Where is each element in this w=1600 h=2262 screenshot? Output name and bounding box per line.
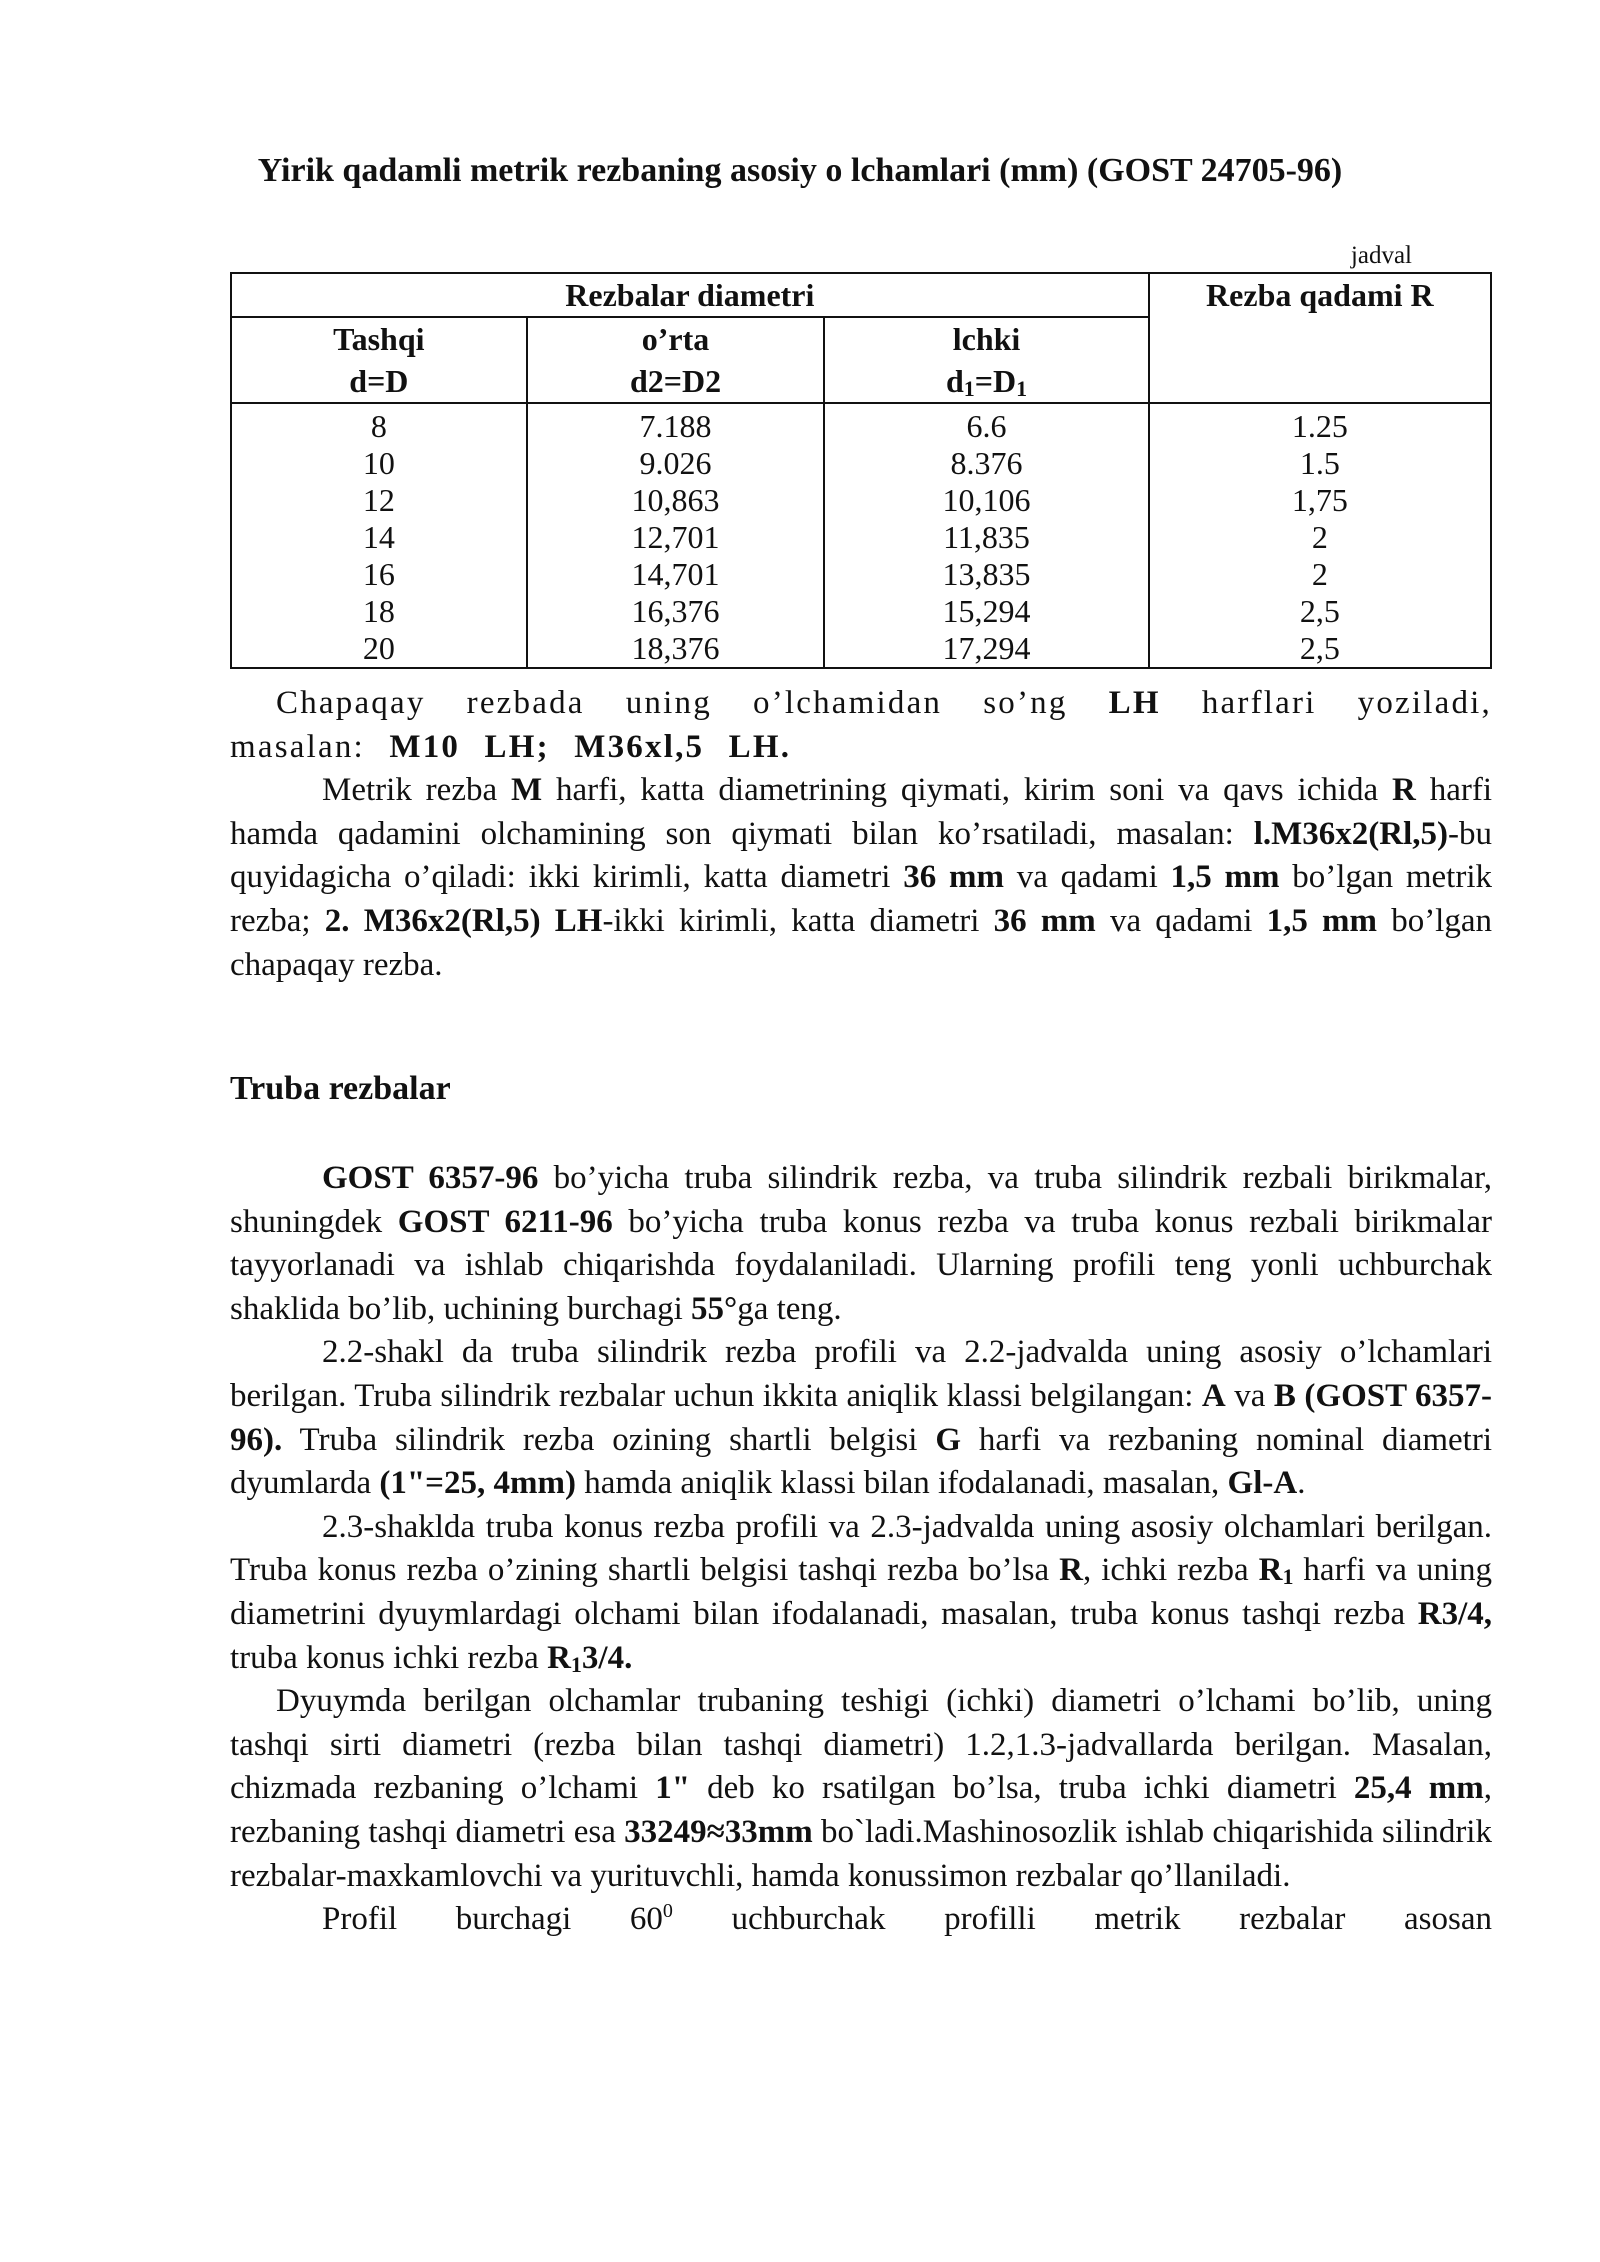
inner-diameter-column (824, 403, 1148, 668)
table-cell: 16,376 (631, 593, 720, 629)
paragraph-cylindrical-thread: 2.2-shakl da truba silindrik rezba profili va 2.2-jadvalda uning asosiy o’lchamlari berilgan. Truba silindrik rezbalar uchun ikkita aniqlik klassi belgilangan: A va B (GOST 6357-96). Truba silindrik rezba ozining shartli belgisi G harfi va rezbaning nominal diametri dyumlarda (1"=25, 4mm) hamda aniqlik klassi bilan ifodalanadi, masalan, Gl-A. (230, 1334, 1493, 1502)
section-heading: Truba rezbalar (230, 1070, 451, 1107)
table-cell: 14,701 (631, 556, 720, 592)
table-cell: 12,701 (631, 519, 720, 555)
table-cell: 8.376 (950, 445, 1023, 481)
outer-diameter-name: Tashqi (333, 321, 425, 357)
table-cell: 13,835 (942, 556, 1031, 592)
table-cell: 2,5 (1299, 593, 1340, 629)
document-title: Yirik qadamli metrik rezbaning asosiy o lchamlari (mm) (GOST 24705-96) (257, 152, 1343, 189)
middle-diameter-column (527, 403, 825, 668)
pitch-column (1149, 403, 1491, 668)
outer-diameter-header (231, 317, 527, 403)
table-cell: 2 (1311, 556, 1328, 592)
table-cell: 1.5 (1299, 445, 1340, 481)
table-cell: 16 (362, 556, 395, 592)
table-cell: 8 (370, 408, 387, 444)
table-cell: 6.6 (966, 408, 1007, 444)
table-cell: 20 (362, 630, 395, 666)
outer-diameter-symbol: d=D (349, 363, 409, 399)
table-cell: 10 (362, 445, 395, 481)
table-cell: 10,106 (942, 482, 1031, 518)
table-cell: 1.25 (1291, 408, 1348, 444)
diameter-group-header: Rezbalar diametri (231, 273, 1149, 317)
table-cell: 9.026 (639, 445, 712, 481)
paragraph-gost-standards: GOST 6357-96 bo’yicha truba silindrik rezba, va truba silindrik rezbali birikmalar, shuningdek GOST 6211-96 bo’yicha truba konus rezba va truba konus rezbali birikmalar tayyorlanadi va ishlab chiqarishda foydalaniladi. Ularning profili teng yonli uchburchak shaklida bo’lib, uchining burchagi 55°ga teng. (230, 1160, 1493, 1327)
middle-diameter-name: o’rta (641, 321, 710, 357)
thread-dimensions-table (230, 272, 1492, 669)
table-cell: 12 (362, 482, 395, 518)
paragraph-profile-angle: Profil burchagi $60^0$ uchburchak profilli metrik rezbalar asosan (322, 1900, 1492, 1938)
table-cell: 18 (362, 593, 395, 629)
text-block-upper (230, 682, 1492, 987)
inner-diameter-symbol: $d_1=D_1$ (945, 363, 1028, 401)
pitch-header: Rezba qadami R (1149, 273, 1491, 403)
table-cell: 17,294 (942, 630, 1031, 666)
table-cell: 10,863 (631, 482, 720, 518)
paragraph-conical-thread: 2.3-shaklda truba konus rezba profili va 2.3-jadvalda uning asosiy olchamlari berilgan. Truba konus rezba o’zining shartli belgisi tashqi rezba bo’lsa R, ichki rezba $R_1$ harfi va uning diametrini dyuymlardagi olchami bilan ifodalanadi, masalan, truba konus tashqi rezba R3/4, truba konus ichki rezba $R_13/4$. (230, 1508, 1492, 1677)
paragraph-left-hand-thread: Chapaqay rezbada uning o’lchamidan so’ng LH harflari yoziladi, masalan: M10 LH; M36xl,5 LH. (230, 685, 1492, 765)
middle-diameter-header (527, 317, 825, 403)
table-cell: 11,835 (943, 519, 1030, 555)
text-block-lower (230, 1157, 1492, 1942)
paragraph-metric-designation: Metrik rezba M harfi, katta diametrining qiymati, kirim soni va qavs ichida R harfi hamda qadamini olchamining son qiymati bilan ko’rsatiladi, masalan: l.M36x2(Rl,5)-bu quyidagicha o’qiladi: ikki kirimli, katta diametri 36 mm va qadami 1,5 mm bo’lgan metrik rezba; 2. M36x2(Rl,5) LH-ikki kirimli, katta diametri 36 mm va qadami 1,5 mm bo’lgan chapaqay rezba. (230, 772, 1492, 983)
table-cell: 7.188 (639, 408, 712, 444)
outer-diameter-column (231, 403, 527, 668)
inner-diameter-header (824, 317, 1148, 403)
table-cell: 2 (1311, 519, 1328, 555)
table-cell: 15,294 (942, 593, 1031, 629)
middle-diameter-symbol: d2=D2 (629, 363, 722, 399)
table-cell: 14 (362, 519, 395, 555)
table-cell: 2,5 (1299, 630, 1340, 666)
table-caption: jadval (1350, 242, 1412, 269)
paragraph-inch-dimensions: Dyuymda berilgan olchamlar trubaning teshigi (ichki) diametri o’lchami bo’lib, uning tashqi sirti diametri (rezba bilan tashqi diametri) 1.2,1.3-jadvallarda berilgan. Masalan, chizmada rezbaning o’lchami 1" deb ko rsatilgan bo’lsa, truba ichki diametri 25,4 mm, rezbaning tashqi diametri esa 33249≈33mm bo`ladi.Mashinosozlik ishlab chiqarishida silindrik rezbalar-maxkamlovchi va yurituvchli, hamda konussimon rezbalar qo’llaniladi. (230, 1683, 1493, 1894)
inner-diameter-name: lchki (952, 321, 1021, 357)
table-cell: 18,376 (631, 630, 720, 666)
table-cell: 1,75 (1291, 482, 1348, 518)
